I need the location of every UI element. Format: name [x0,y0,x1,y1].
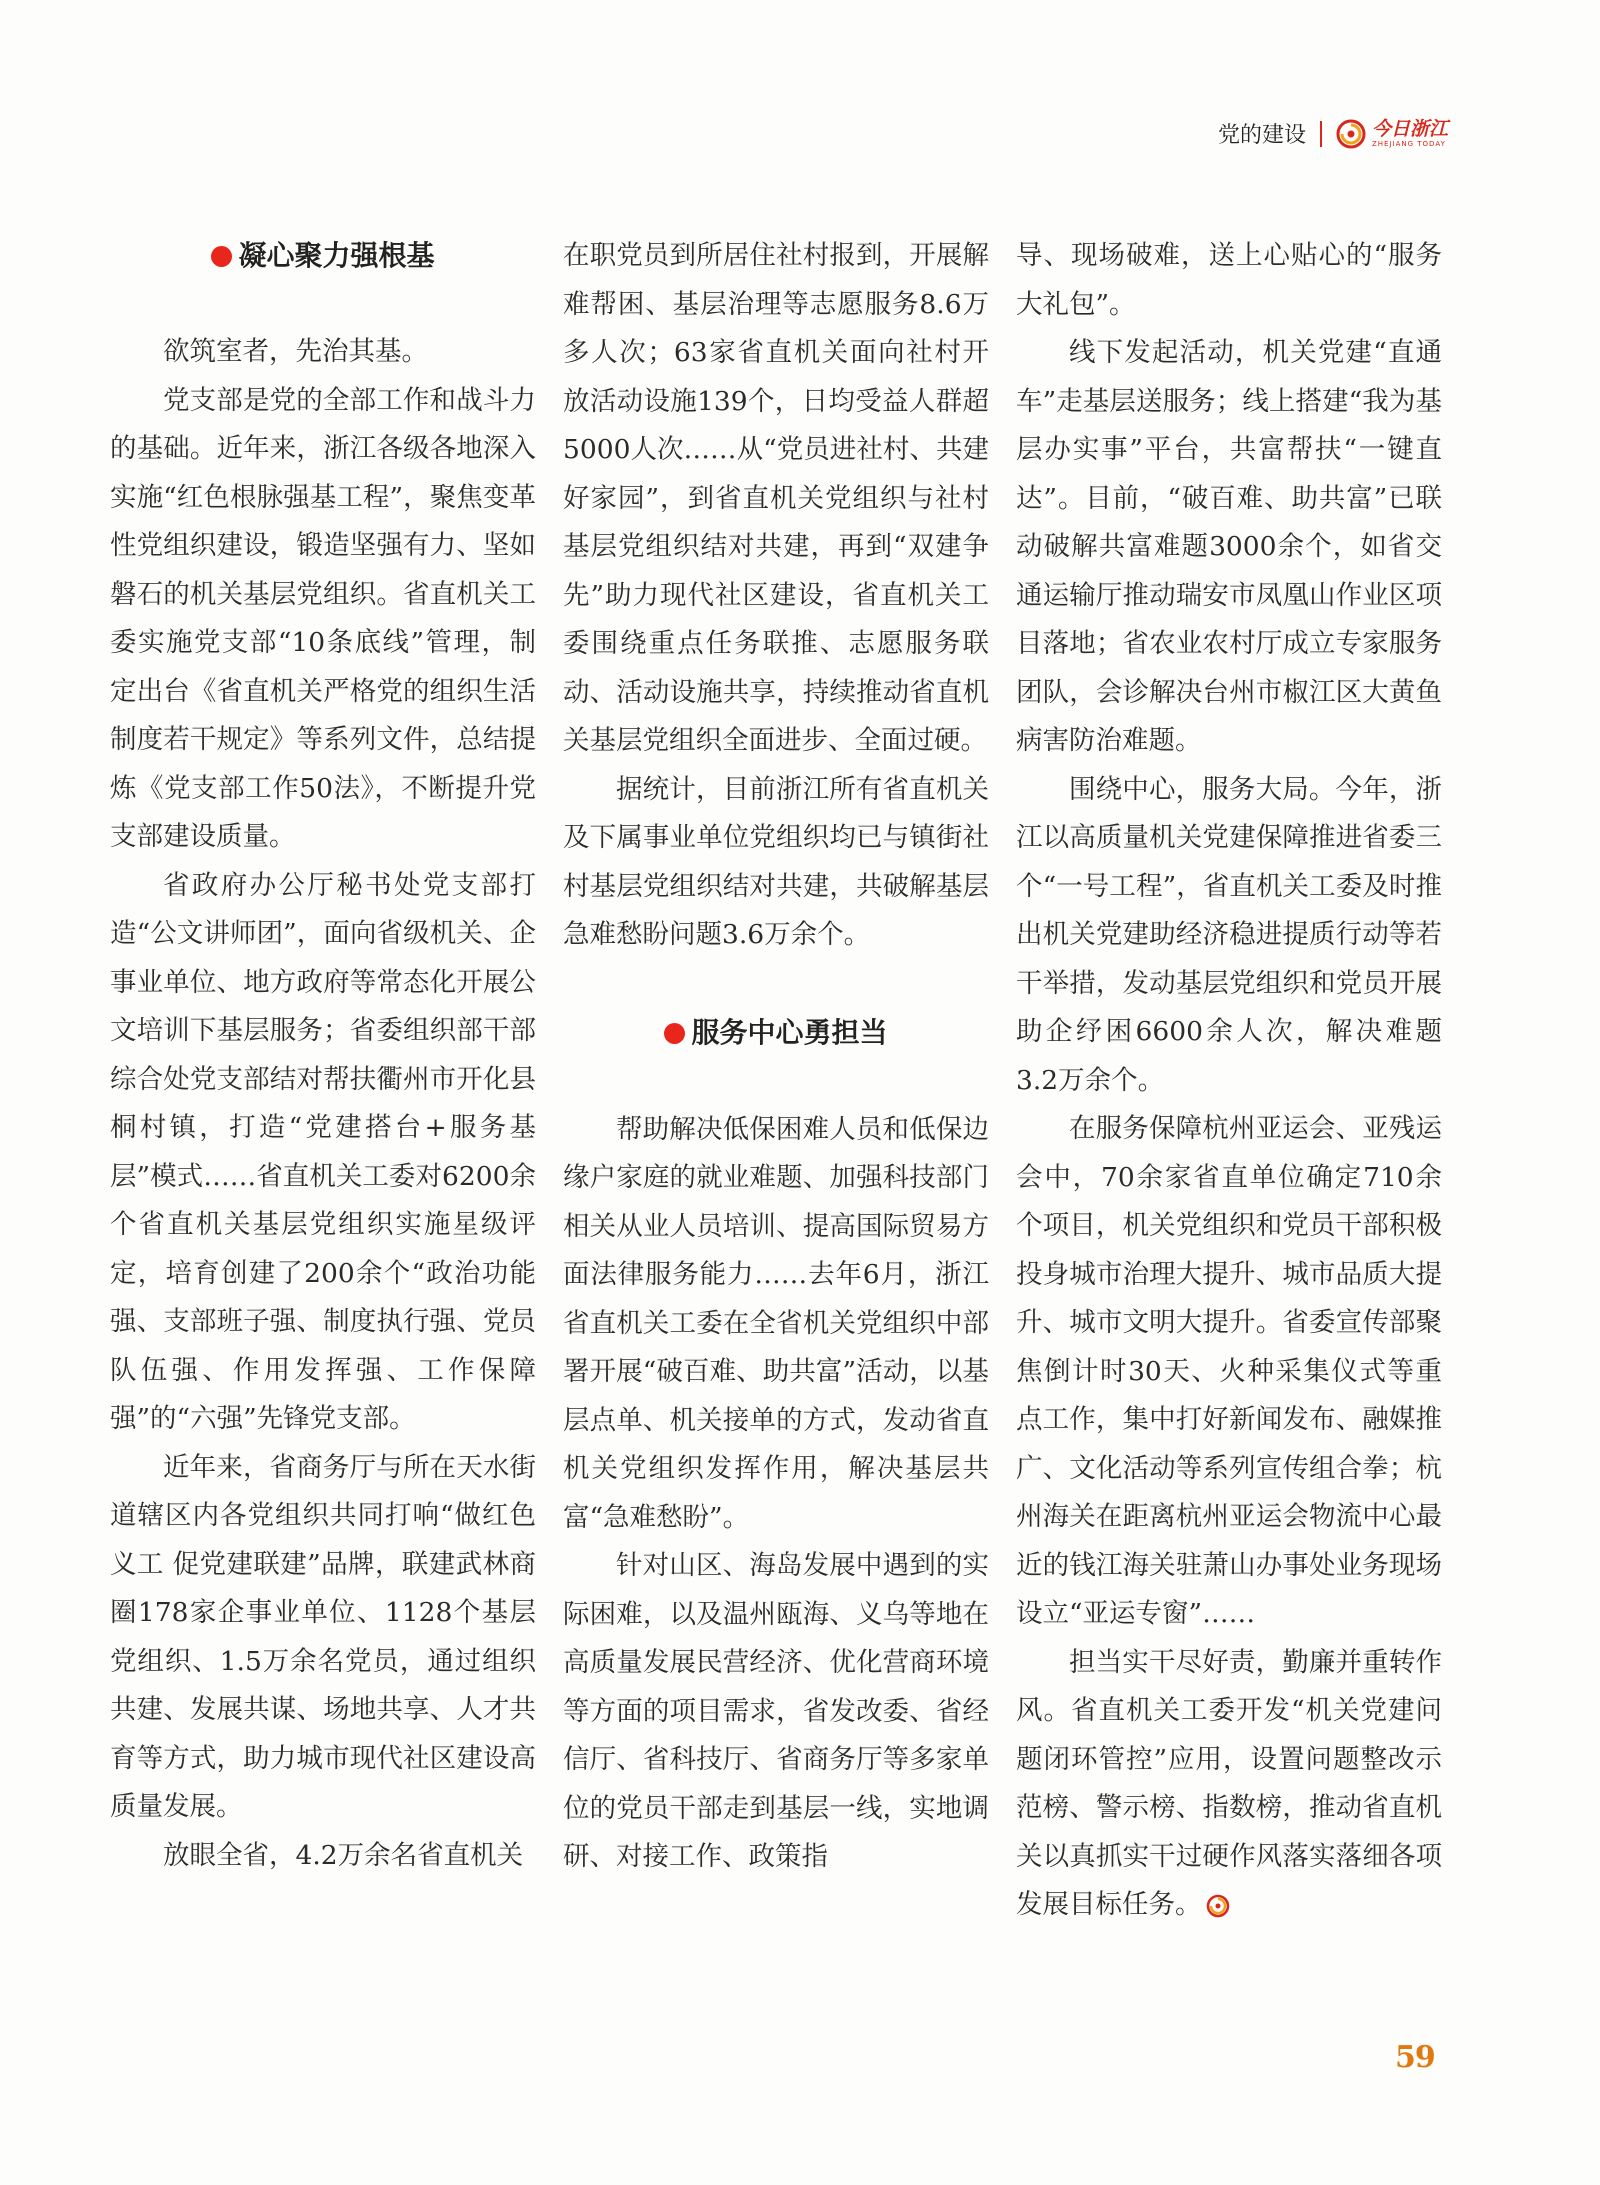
paragraph: 导、现场破难，送上心贴心的“服务大礼包”。 [1016,240,1442,320]
paragraph: 围绕中心，服务大局。今年，浙江以高质量机关党建保障推进省委三个“一号工程”，省直机关工委及时推出机关党建助经济稳进提质行动等若干举措，发动基层党组织和党员开展助企纾困6600余人次，解决难题3.2万余个。 [1016,773,1442,1096]
paragraph: 放眼全省，4.2万余名省直机关 [163,1839,524,1871]
article-column-2 [563,232,989,1882]
section-heading-text: 凝心聚力强根基 [238,238,435,272]
paragraph-text: 担当实干尽好责，勤廉并重转作风。省直机关工委开发“机关党建问题闭环管控”应用，设置问题整改示范榜、警示榜、指数榜，推动省直机关以真抓实干过硬作风落实落细各项发展目标任务。 [1016,1646,1442,1920]
paragraph: 近年来，省商务厅与所在天水街道辖区内各党组织共同打响“做红色义工 促党建联建”品牌，联建武林商圈178家企事业单位、1128个基层党组织、1.5万余名党员，通过组织共建、发展共谋、场地共享、人才共育等方式，助力城市现代社区建设高质量发展。 [110,1451,536,1822]
paragraph: 针对山区、海岛发展中遇到的实际困难，以及温州瓯海、义乌等地在高质量发展民营经济、优化营商环境等方面的项目需求，省发改委、省经信厅、省科技厅、省商务厅等多家单位的党员干部走到基层一线，实地调研、对接工作、政策指 [563,1550,989,1872]
red-dot-icon [664,1023,685,1044]
header-divider [1320,121,1322,147]
article-column-3 [1016,232,1442,1930]
paragraph: 据统计，目前浙江所有省直机关及下属事业单位党组织均已与镇街社村基层党组织结对共建，共破解基层急难愁盼问题3.6万余个。 [563,773,989,950]
end-mark-icon [1206,1894,1230,1918]
brand-name: 今日浙江 [1371,117,1448,140]
page-number: 59 [1395,2040,1435,2075]
article-column-1 [110,232,536,1880]
paragraph-last [1016,1639,1442,1930]
section-heading-text: 服务中心勇担当 [691,1016,888,1050]
brand-logo [1336,119,1448,149]
paragraph: 在服务保障杭州亚运会、亚残运会中，70余家省直单位确定710余个项目，机关党组织和党员干部积极投身城市治理大提升、城市品质大提升、城市文明大提升。省委宣传部聚焦倒计时30天、火种采集仪式等重点工作，集中打好新闻发布、融媒推广、文化活动等系列宣传组合拳；杭州海关在距离杭州亚运会物流中心最近的钱江海关驻萧山办事处业务现场设立“亚运专窗”…… [1016,1113,1442,1629]
red-dot-icon [211,246,232,267]
section-label: 党的建设 [1217,123,1306,148]
paragraph: 线下发起活动，机关党建“直通车”走基层送服务；线上搭建“我为基层办实事”平台，共富帮扶“一键直达”。目前，“破百难、助共富”已联动破解共富难题3000余个，如省交通运输厅推动瑞安市凤凰山作业区项目落地；省农业农村厅成立专家服务团队，会诊解决台州市椒江区大黄鱼病害防治难题。 [1016,337,1442,756]
brand-name-en: ZHEJIANG TODAY [1371,139,1446,148]
section-heading [110,232,536,280]
paragraph: 帮助解决低保困难人员和低保边缘户家庭的就业难题、加强科技部门相关从业人员培训、提高国际贸易方面法律服务能力……去年6月，浙江省直机关工委在全省机关党组织中部署开展“破百难、助共富”活动，以基层点单、机关接单的方式，发动省直机关党组织发挥作用，解决基层共富“急难愁盼”。 [563,1113,989,1533]
page-header [1218,118,1448,149]
section-heading [563,1010,989,1058]
paragraph: 省政府办公厅秘书处党支部打造“公文讲师团”，面向省级机关、企事业单位、地方政府等常态化开展公文培训下基层服务；省委组织部干部综合处党支部结对帮扶衢州市开化县桐村镇，打造“党建搭台+服务基层”模式……省直机关工委对6200余个省直机关基层党组织实施星级评定，培育创建了200余个“政治功能强、支部班子强、制度执行强、党员队伍强、作用发挥强、工作保障强”的“六强”先锋党支部。 [110,869,536,1434]
paragraph: 在职党员到所居住社村报到，开展解难帮困、基层治理等志愿服务8.6万多人次；63家省直机关面向社村开放活动设施139个，日均受益人群超5000人次……从“党员进社村、共建好家园”，到省直机关党组织与社村基层党组织结对共建，再到“双建争先”助力现代社区建设，省直机关工委围绕重点任务联推、志愿服务联动、活动设施共享，持续推动省直机关基层党组织全面进步、全面过硬。 [563,240,989,756]
brand-swirl-icon [1336,119,1366,149]
paragraph: 党支部是党的全部工作和战斗力的基础。近年来，浙江各级各地深入实施“红色根脉强基工程”，聚焦变革性党组织建设，锻造坚强有力、坚如磐石的机关基层党组织。省直机关工委实施党支部“10条底线”管理，制定出台《省直机关严格党的组织生活制度若干规定》等系列文件，总结提炼《党支部工作50法》，不断提升党支部建设质量。 [110,384,536,852]
paragraph: 欲筑室者，先治其基。 [163,336,428,367]
